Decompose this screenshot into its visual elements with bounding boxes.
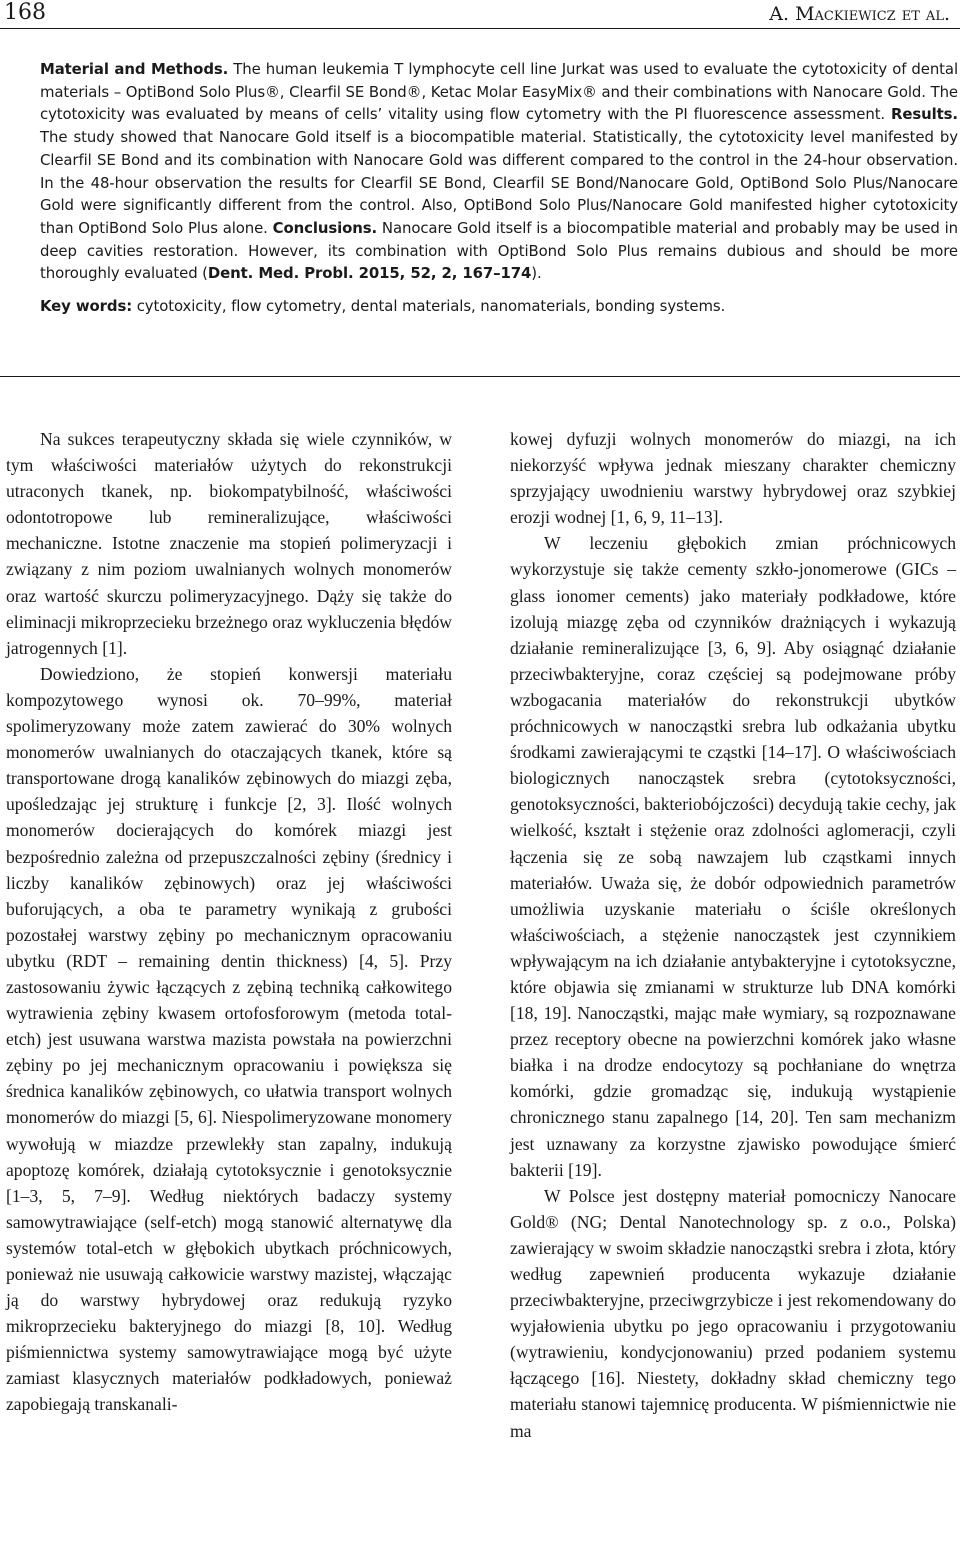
abstract — [40, 58, 958, 318]
keywords-text: cytotoxicity, flow cytometry, dental materials, nanomaterials, bonding systems. — [136, 297, 726, 316]
paragraph-continuation: kowej dyfuzji wolnych monomerów do miazgi, na ich niekorzyść wpływa jednak mieszany charakter chemiczny sprzyjający uwodnieniu warstwy hybrydowej oraz szybkiej erozji wodnej [1, 6, 9, 11–13]. — [510, 429, 956, 528]
conclusions-label: Conclusions. — [272, 218, 378, 237]
running-header — [0, 0, 960, 26]
left-column — [6, 426, 452, 1418]
page-number: 168 — [4, 0, 46, 25]
paragraph: Dowiedziono, że stopień konwersji materiału kompozytowego wynosi ok. 70–99%, materiał spolimeryzowany może zatem zawierać do 30% wolnych monomerów uwalnianych do otaczających tkanek, które są transportowane drogą kanalików zębinowych do miazgi zęba, upośledzając jej strukturę i funkcje [2, 3]. Ilość wolnych monomerów docierających do komórek miazgi jest bezpośrednio zależna od przepuszczalności zębiny (średnicy i liczby kanalików zębinowych) oraz jej właściwości buforujących, a oba te parametry wynikają z grubości pozostałej warstwy zębiny po mechanicznym opracowaniu ubytku (RDT – remaining dentin thickness) [4, 5]. Przy zastosowaniu żywic łączących z zębiną techniką całkowitego wytrawienia zębiny kwasem ortofosforowym (metoda total-etch) jest usuwana warstwa mazista powstała na powierzchni zębiny po jej mechanicznym opracowaniu i powiększa się średnica kanalików zębinowych, co ułatwia transport wolnych monomerów do miazgi [5, 6]. Niespolimeryzowane monomery wywołują w miazdze przewlekły stan zapalny, indukują apoptozę komórek, działają cytotoksycznie i genotoksycznie [1–3, 5, 7–9]. Według niektórych badaczy systemy samowytrawiające (self-etch) mogą stanowić alternatywę dla systemów total-etch w głębokich ubytkach próchnicowych, ponieważ nie usuwają całkowicie warstwy mazistej, włączając ją do warstwy hybrydowej oraz redukują ryzyko mikroprzecieku bakteryjnego do miazgi [8, 10]. Według piśmiennictwa systemy samowytrawiające mogą być użyte zamiast klasycznych materiałów podkładowych, ponieważ zapobiegają transkanali- — [6, 663, 452, 1415]
methods-label: Material and Methods. — [40, 60, 229, 78]
right-column — [510, 426, 956, 1444]
results-text: The study showed that Nanocare Gold itself is a biocompatible material. Statistically, the cytotoxicity level manifested by Clearfil SE Bond and its combination with Nanocare Gold was different compared to the control in the 24-hour observation. In the 48-hour observation the results for Clearfil SE Bond, Clearfil SE Bond/Nanocare Gold, OptiBond Solo Plus/Nanocare Gold were significantly different from the control. Also, OptiBond Solo Plus/Nanocare Gold manifested higher cytotoxicity than OptiBond Solo Plus alone. — [40, 128, 958, 237]
paragraph: W Polsce jest dostępny materiał pomocniczy Nanocare Gold® (NG; Dental Nanotechnology sp. z o.o., Polska) zawierający w swoim składzie nanocząstki srebra i złota, który według zapewnień producenta wykazuje działanie przeciwbakteryjne, przeciwgrzybicze i jest rekomendowany do wyjałowienia ubytku po jego opracowaniu i przygotowaniu (wytrawieniu, kondycjonowaniu) przed podaniem systemu łączącego [16]. Niestety, dokładny skład chemiczny tego materiału stanowi tajemnicę producenta. W piśmiennictwie nie ma — [510, 1185, 956, 1441]
citation-end: ). — [531, 264, 542, 283]
keywords — [40, 295, 958, 318]
abstract-separator-rule — [0, 376, 960, 377]
paragraph: Na sukces terapeutyczny składa się wiele czynników, w tym właściwości materiałów użytych do rekonstrukcji utraconych tkanek, np. biokompatybilność, właściwości odontotropowe lub remineralizujące, właściwości mechaniczne. Istotne znaczenie ma stopień polimeryzacji i związany z nim poziom uwalnianych wolnych monomerów oraz wartość skurczu polimeryzacyjnego. Dąży się także do eliminacji mikroprzecieku brzeżnego oraz wykluczenia błędów jatrogennych [1]. — [6, 429, 452, 658]
results-label: Results. — [891, 105, 958, 124]
paragraph: W leczeniu głębokich zmian próchnicowych wykorzystuje się także cementy szkło-jonomerowe (GICs – glass ionomer cements) jako materiały podkładowe, które izolują miazgę zęba od czynników drażniących i wykazują działanie remineralizujące [3, 6, 9]. Aby osiągnąć działanie przeciwbakteryjne, coraz częściej są podejmowane próby wzbogacania materiałów do rekonstrukcji ubytków próchnicowych w nanocząstki srebra lub odkażania ubytku środkami zawierającymi te cząstki [14–17]. O właściwościach biologicznych nanocząstek srebra (cytotoksyczności, genotoksyczności, bakteriobójczości) decydują takie cechy, jak wielkość, kształt i stężenie oraz zdolności aglomeracji, czyli łączenia się ze sobą nawzajem lub cząstkami innych materiałów. Uważa się, że dobór odpowiednich parametrów umożliwia uzyskanie materiału o ściśle określonych właściwościach, a stężenie nanocząstek jest czynnikiem wpływającym na ich działanie antybakteryjne i cytotoksyczne, które objawia się zmianami w strukturze lub DNA komórki [18, 19]. Nanocząstki, mając małe wymiary, są rozpoznawane przez receptory obecne na powierzchni komórek jako własne białka i na drodze endocytozy są pochłaniane do wnętrza komórki, gdzie gromadząc się, indukują wystąpienie chronicznego stanu zapalnego [14, 20]. Ten sam mechanizm jest uznawany za korzystne zjawisko powodujące śmierć bakterii [19]. — [510, 533, 956, 1180]
keywords-label: Key words: — [40, 297, 133, 316]
conclusions-text: Nanocare Gold itself is a biocompatible material and probably may be used in deep cavities restoration. However, its combination with OptiBond Solo Plus remains dubious and should be more thoroughly evaluated ( — [40, 218, 958, 283]
running-author-header: A. Mackiewicz et al. — [769, 3, 950, 25]
methods-text: The human leukemia T lymphocyte cell line Jurkat was used to evaluate the cytotoxicity of dental materials – OptiBond Solo Plus®, Clearfil SE Bond®, Ketac Molar EasyMix® and their combinations with Nanocare Gold. The cytotoxicity was evaluated by means of cells’ vitality using flow cytometry with the PI fluorescence assessment. — [40, 60, 958, 124]
citation: Dent. Med. Probl. 2015, 52, 2, 167–174 — [207, 264, 532, 283]
header-rule — [0, 28, 960, 29]
abstract-body — [40, 58, 958, 285]
